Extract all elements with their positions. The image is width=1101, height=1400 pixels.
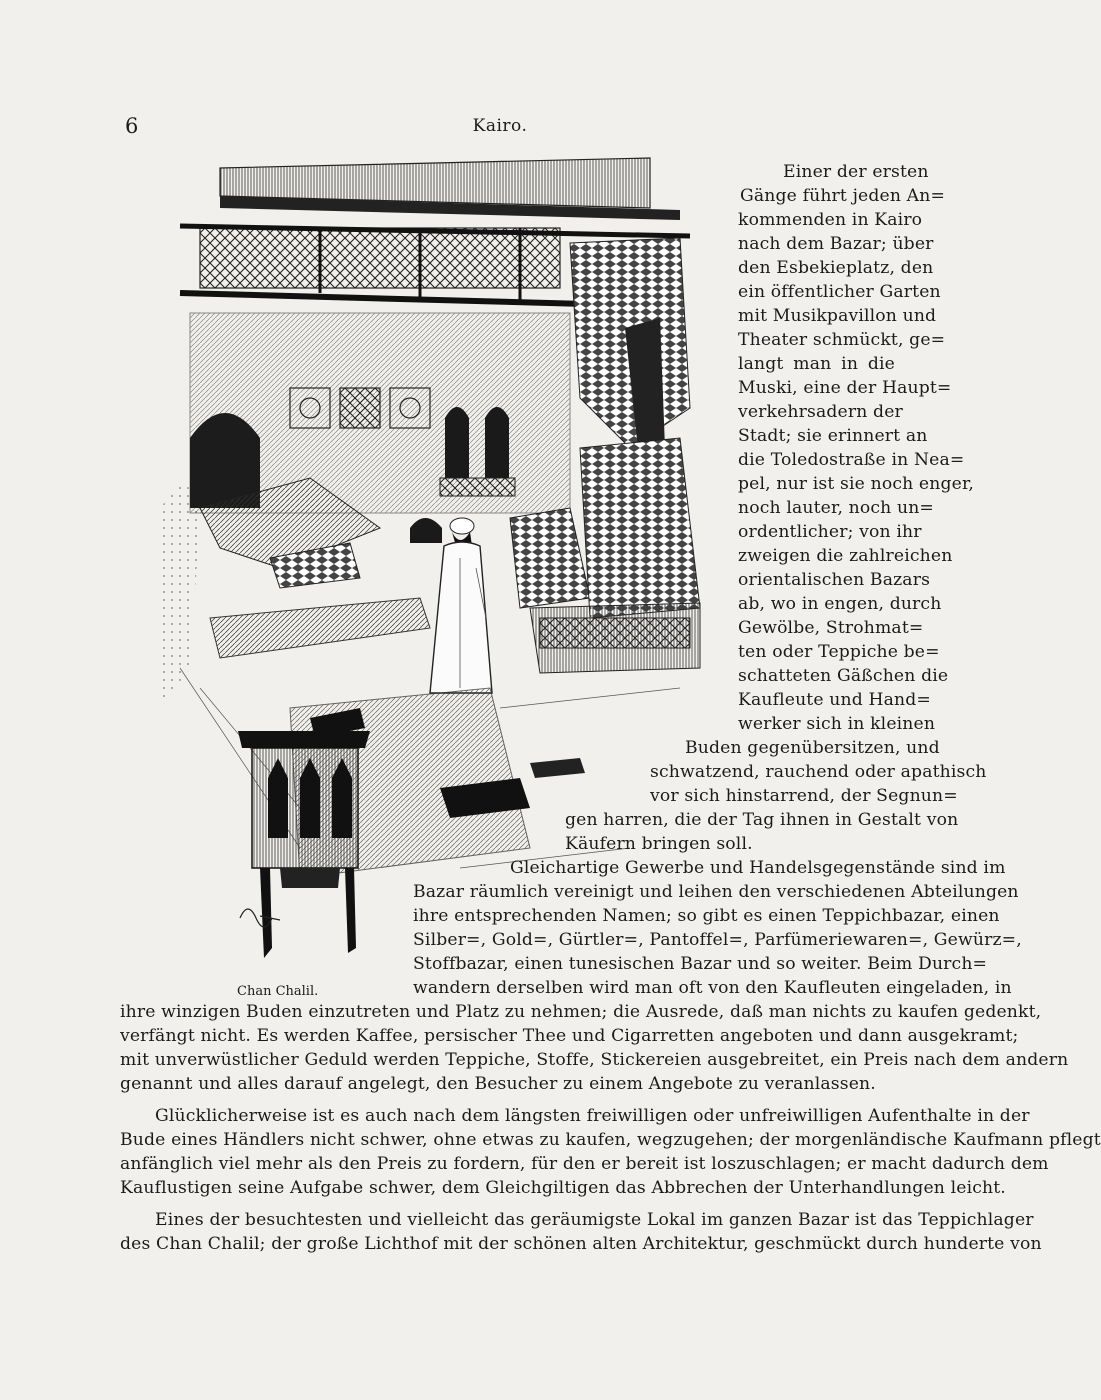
text-line: Silber=, Gold=, Gürtler=, Pantoffel=, Parfümeriewaren=, Gewürz=, (413, 930, 1022, 950)
page-number: 6 (125, 114, 139, 138)
text-line: zweigen die zahlreichen (738, 546, 953, 566)
text-line: werker sich in kleinen (738, 714, 936, 734)
text-line: anfänglich viel mehr als den Preis zu fordern, für den er bereit ist loszuschlagen; er macht dadurch dem (120, 1154, 1049, 1174)
text-line: orientalischen Bazars (738, 570, 931, 590)
figure-caption: Chan Chalil. (237, 984, 319, 999)
text-line: schwatzend, rauchend oder apathisch (650, 762, 987, 782)
text-line: Bude eines Händlers nicht schwer, ohne etwas zu kaufen, wegzugehen; der morgenländische Kaufmann pflegt (120, 1130, 1101, 1150)
text-line: ten oder Teppiche be= (738, 642, 940, 662)
text-line: ihre winzigen Buden einzutreten und Platz zu nehmen; die Ausrede, daß man nichts zu kaufen gedenkt, (120, 1002, 1042, 1022)
text-line: ordentlicher; von ihr (738, 522, 922, 542)
text-line: Bazar räumlich vereinigt und leihen den verschiedenen Abteilungen (413, 882, 1019, 902)
text-line: Käufern bringen soll. (565, 834, 753, 854)
text-line: ab, wo in engen, durch (738, 594, 942, 614)
text-line: Stoffbazar, einen tunesischen Bazar und so weiter. Beim Durch= (413, 954, 988, 974)
text-line: Gänge führt jeden An= (740, 186, 946, 206)
text-line: nach dem Bazar; über (738, 234, 934, 254)
text-line: kommenden in Kairo (738, 210, 923, 230)
text-line: mit unverwüstlicher Geduld werden Teppiche, Stoffe, Stickereien ausgebreitet, ein Preis nach dem andern (120, 1050, 1069, 1070)
text-line: die Toledostraße in Nea= (738, 450, 965, 470)
text-line: verkehrsadern der (738, 402, 903, 422)
text-line: gen harren, die der Tag ihnen in Gestalt von (565, 810, 959, 830)
text-line: Kaufleute und Hand= (738, 690, 931, 710)
text-line: schatteten Gäßchen die (738, 666, 949, 686)
text-line: Muski, eine der Haupt= (738, 378, 952, 398)
text-line: ihre entsprechenden Namen; so gibt es einen Teppichbazar, einen (413, 906, 1000, 926)
text-line: Stadt; sie erinnert an (738, 426, 928, 446)
text-line: des Chan Chalil; der große Lichthof mit der schönen alten Architektur, geschmückt durch hunderte von (120, 1234, 1042, 1254)
text-line: Gewölbe, Strohmat= (738, 618, 924, 638)
text-line: Glücklicherweise ist es auch nach dem längsten freiwilligen oder unfreiwilligen Aufenthalte in der (155, 1106, 1030, 1126)
running-head: Kairo. (472, 116, 528, 136)
text-line: Buden gegenübersitzen, und (685, 738, 940, 758)
text-line: Gleichartige Gewerbe und Handelsgegenstände sind im (510, 858, 1006, 878)
text-line: vor sich hinstarrend, der Segnun= (650, 786, 958, 806)
text-line: Theater schmückt, ge= (738, 330, 946, 350)
text-line: noch lauter, noch un= (738, 498, 934, 518)
text-line: ein öffentlicher Garten (738, 282, 941, 302)
text-line: mit Musikpavillon und (738, 306, 937, 326)
text-line: langt man in die (738, 354, 895, 374)
text-line: Einer der ersten (783, 162, 929, 182)
text-line: wandern derselben wird man oft von den Kaufleuten eingeladen, in (413, 978, 1012, 998)
text-line: genannt und alles darauf angelegt, den Besucher zu einem Angebote zu veranlassen. (120, 1074, 876, 1094)
text-line: verfängt nicht. Es werden Kaffee, persischer Thee und Cigarretten angeboten und dann ausgekramt; (120, 1026, 1019, 1046)
text-line: den Esbekieplatz, den (738, 258, 934, 278)
text-line: pel, nur ist sie noch enger, (738, 474, 975, 494)
text-line: Eines der besuchtesten und vielleicht das geräumigste Lokal im ganzen Bazar ist das Teppichlager (155, 1210, 1034, 1230)
text-line: Kauflustigen seine Aufgabe schwer, dem Gleichgiltigen das Abbrechen der Unterhandlungen leicht. (120, 1178, 1006, 1198)
